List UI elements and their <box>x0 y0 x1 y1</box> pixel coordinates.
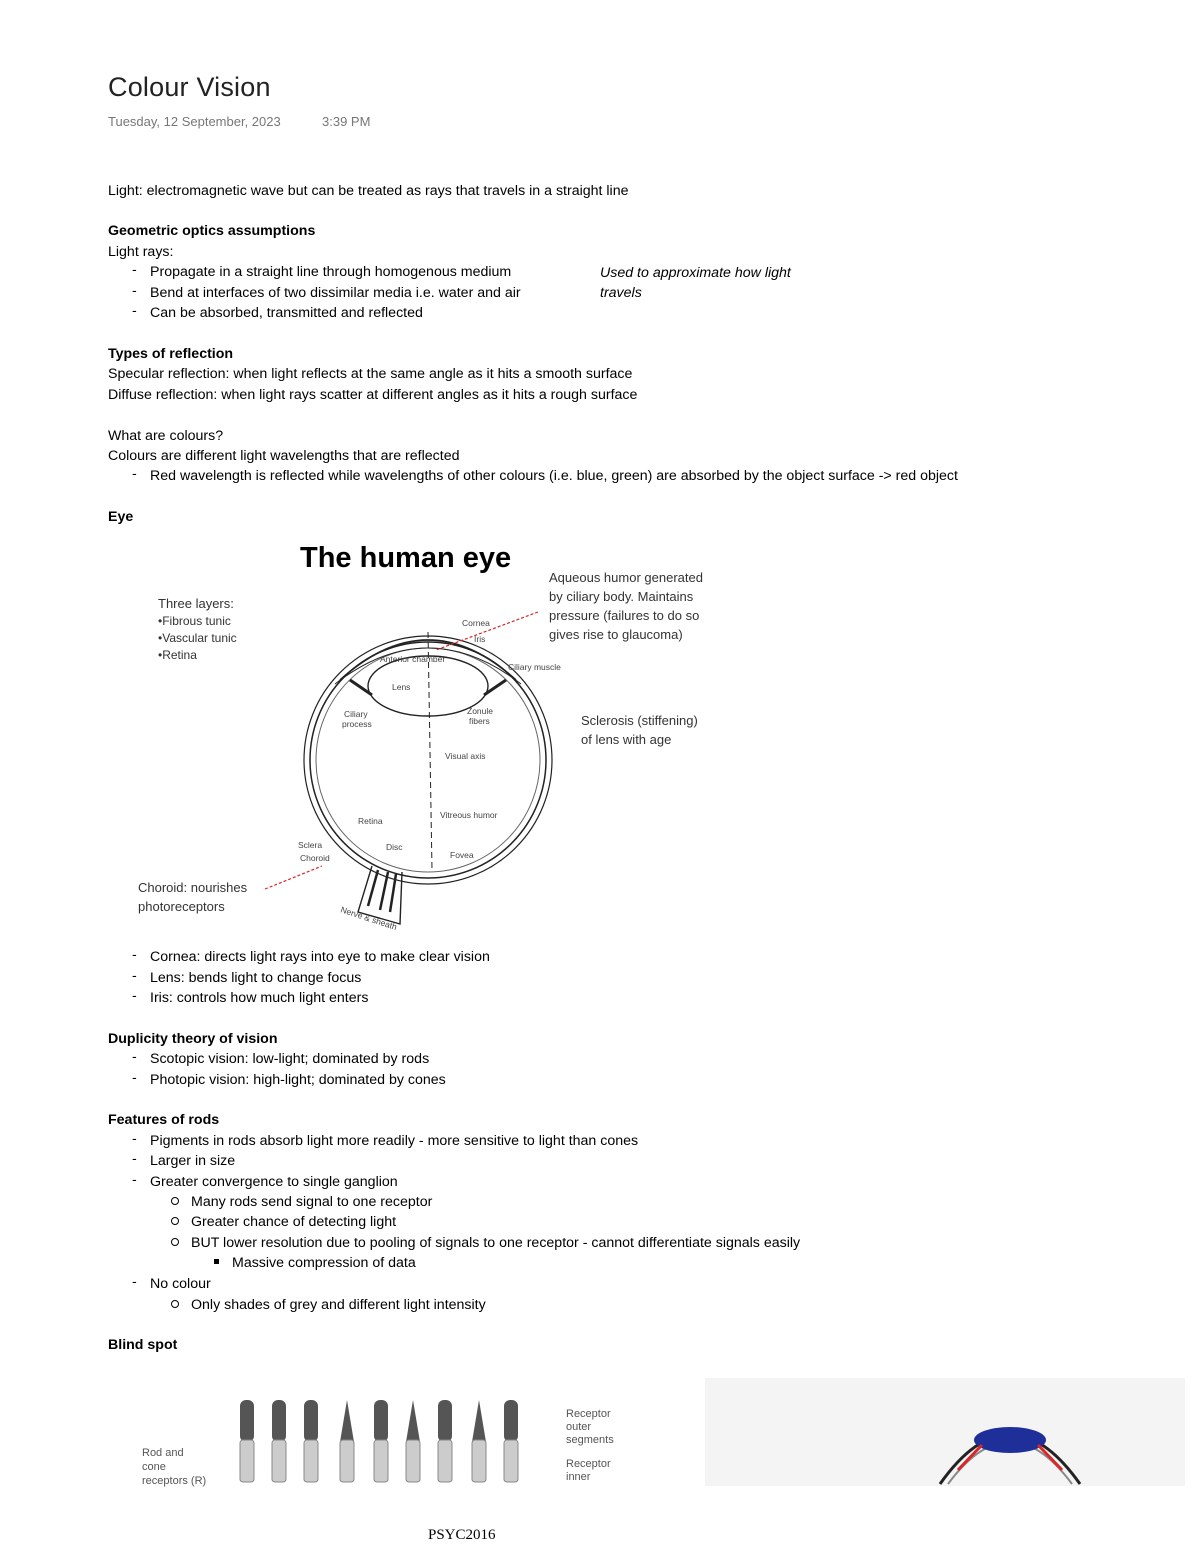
sub-sub-list-item: Massive compression of data <box>232 1255 416 1271</box>
label-ciliary-muscle: Ciliary muscle <box>508 662 561 672</box>
label-retina: Retina <box>358 816 383 826</box>
duplicity-heading: Duplicity theory of vision <box>108 1031 278 1047</box>
list-item: Red wavelength is reflected while wavelengths of other colours (i.e. blue, green) are absorbed by the object surface -> red object <box>150 468 958 484</box>
rod-cone-label: receptors (R) <box>142 1475 207 1487</box>
label-choroid: Choroid <box>300 853 330 863</box>
label-anterior-chamber: Anterior chamber <box>380 654 446 664</box>
note-date: Tuesday, 12 September, 2023 <box>108 114 281 129</box>
page-title: Colour Vision <box>108 72 271 102</box>
human-eye-diagram <box>130 530 750 940</box>
list-item: Cornea: directs light rays into eye to make clear vision <box>150 949 490 965</box>
receptor-label: inner <box>566 1471 591 1483</box>
list-item: Propagate in a straight line through homogenous medium <box>150 264 512 280</box>
label-cornea: Cornea <box>462 618 490 628</box>
receptor-label: Receptor <box>566 1408 611 1420</box>
sub-list-item: Greater chance of detecting light <box>191 1214 397 1230</box>
bullet-dash: - <box>132 303 137 319</box>
reflection-heading: Types of reflection <box>108 346 234 362</box>
label-zonule-fibers: fibers <box>469 716 490 726</box>
bullet-dash: - <box>132 262 137 278</box>
sub-bullet-circle <box>171 1300 179 1308</box>
colours-question: What are colours? <box>108 428 224 444</box>
bullet-dash: - <box>132 1131 137 1147</box>
receptor-cells <box>240 1400 518 1482</box>
layer-item: •Vascular tunic <box>158 631 237 645</box>
intro-line: Light: electromagnetic wave but can be treated as rays that travels in a straight line <box>108 183 629 199</box>
aqueous-note: by ciliary body. Maintains <box>549 589 694 604</box>
label-iris: Iris <box>474 634 486 644</box>
label-lens: Lens <box>392 682 411 692</box>
eye-cross-section-image <box>700 1375 1190 1490</box>
list-item: Larger in size <box>150 1153 236 1169</box>
label-fovea: Fovea <box>450 850 474 860</box>
figure-title: The human eye <box>300 542 512 574</box>
list-item: Scotopic vision: low-light; dominated by rods <box>150 1051 430 1067</box>
list-item: Lens: bends light to change focus <box>150 970 362 986</box>
sclerosis-note: of lens with age <box>581 732 672 747</box>
rod-cone-label: Rod and <box>142 1447 184 1459</box>
bullet-dash: - <box>132 988 137 1004</box>
choroid-note: photoreceptors <box>138 899 225 914</box>
bullet-dash: - <box>132 1274 137 1290</box>
rods-heading: Features of rods <box>108 1112 220 1128</box>
geometric-heading: Geometric optics assumptions <box>108 223 316 239</box>
layer-item: •Retina <box>158 648 197 662</box>
arrow-choroid <box>265 866 322 889</box>
list-item: Bend at interfaces of two dissimilar media i.e. water and air <box>150 285 521 301</box>
reflection-line: Diffuse reflection: when light rays scatter at different angles as it hits a rough surface <box>108 387 638 403</box>
receptor-label: outer <box>566 1421 592 1433</box>
receptor-label: segments <box>566 1434 614 1446</box>
label-vitreous: Vitreous humor <box>440 810 498 820</box>
sub-bullet-circle <box>171 1238 179 1246</box>
sub-sub-bullet-square <box>214 1259 219 1264</box>
list-item: Greater convergence to single ganglion <box>150 1174 398 1190</box>
label-disc: Disc <box>386 842 403 852</box>
sub-list-item: Only shades of grey and different light intensity <box>191 1297 486 1313</box>
list-item: Can be absorbed, transmitted and reflected <box>150 305 423 321</box>
side-note: Used to approximate how light <box>600 265 791 281</box>
blindspot-heading: Blind spot <box>108 1337 178 1353</box>
bullet-dash: - <box>132 1049 137 1065</box>
receptor-figure <box>130 1390 630 1500</box>
bullet-dash: - <box>132 1172 137 1188</box>
bullet-dash: - <box>132 1151 137 1167</box>
choroid-note: Choroid: nourishes <box>138 880 248 895</box>
bullet-dash: - <box>132 947 137 963</box>
label-sclera: Sclera <box>298 840 323 850</box>
label-zonule-fibers: Zonule <box>467 706 493 716</box>
list-item: Photopic vision: high-light; dominated by cones <box>150 1072 446 1088</box>
reflection-line: Specular reflection: when light reflects at the same angle as it hits a smooth surface <box>108 366 633 382</box>
light-rays-label: Light rays: <box>108 244 174 260</box>
layers-heading: Three layers: <box>158 596 234 611</box>
sclerosis-note: Sclerosis (stiffening) <box>581 713 698 728</box>
bullet-dash: - <box>132 1070 137 1086</box>
page-footer: PSYC2016 <box>428 1527 496 1543</box>
list-item: Iris: controls how much light enters <box>150 990 369 1006</box>
aqueous-note: gives rise to glaucoma) <box>549 627 683 642</box>
rod-cone-label: cone <box>142 1461 166 1473</box>
sub-bullet-circle <box>171 1217 179 1225</box>
sub-list-item: BUT lower resolution due to pooling of signals to one receptor - cannot differentiate signals easily <box>191 1235 801 1251</box>
aqueous-note: pressure (failures to do so <box>549 608 700 623</box>
label-ciliary-process: Ciliary <box>344 709 368 719</box>
receptor-label: Receptor <box>566 1458 611 1470</box>
list-item: No colour <box>150 1276 211 1292</box>
note-time: 3:39 PM <box>322 114 371 129</box>
bullet-dash: - <box>132 283 137 299</box>
eye-heading: Eye <box>108 509 134 525</box>
eyeball-drawing <box>304 632 552 924</box>
side-note: travels <box>600 285 642 301</box>
label-nerve-sheath: Nerve & sheath <box>339 904 399 933</box>
bullet-dash: - <box>132 466 137 482</box>
aqueous-note: Aqueous humor generated <box>549 570 703 585</box>
list-item: Pigments in rods absorb light more readily - more sensitive to light than cones <box>150 1133 639 1149</box>
sub-list-item: Many rods send signal to one receptor <box>191 1194 433 1210</box>
sub-bullet-circle <box>171 1197 179 1205</box>
label-ciliary-process: process <box>342 719 372 729</box>
colours-answer: Colours are different light wavelengths that are reflected <box>108 448 460 464</box>
bullet-dash: - <box>132 968 137 984</box>
label-visual-axis: Visual axis <box>445 751 486 761</box>
layer-item: •Fibrous tunic <box>158 614 231 628</box>
